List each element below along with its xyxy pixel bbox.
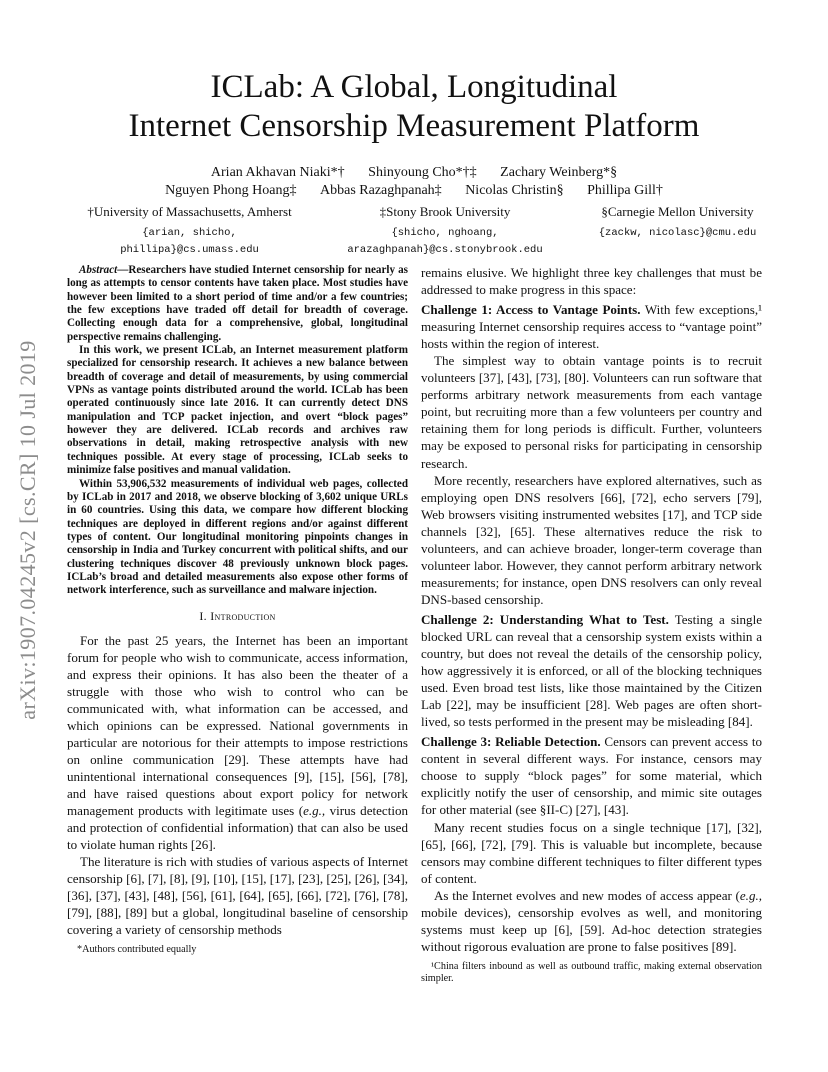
body-paragraph: remains elusive. We highlight three key challenges that must be addressed to make progress in this space: — [421, 265, 762, 298]
right-column — [421, 264, 762, 986]
footnote-authors: *Authors contributed equally — [77, 944, 197, 956]
challenge-paragraph: Challenge 3: Reliable Detection. Censors can prevent access to content in several different ways. For instance, censors may choose to supply “block pages” for some material, which explicitly notify the user of censorship, and mimic site outages for other material (see §II-C) [27], [43]. — [421, 734, 762, 818]
paper-title-line-2: Internet Censorship Measurement Platform — [128, 108, 700, 144]
paper-title-line-1: ICLab: A Global, Longitudinal — [210, 69, 618, 105]
left-column — [67, 264, 408, 957]
affiliation-email: {zackw, nicolasc}@cmu.edu — [598, 227, 757, 239]
challenge-paragraph: Challenge 2: Understanding What to Test. Testing a single blocked URL can reveal that a censorship system exists within a country, but does not reveal the details of the censorship policy, how aggressively it is enforced, or all of the blocking techniques used. Even broad test lists, like those maintained by the Citizen Lab [22], may be insufficient [28]. Web pages are often short-lived, so tests performed in the present may be misleading [84]. — [421, 611, 762, 730]
affiliation-name: ‡Stony Brook University — [379, 204, 511, 219]
author-name: Abbas Razaghpanah‡ — [320, 183, 442, 198]
footnote-china: ¹China filters inbound as well as outbound traffic, making external observation simpler. — [421, 960, 762, 985]
author-name: Zachary Weinberg*§ — [500, 165, 618, 180]
affiliation-cmu — [590, 203, 765, 242]
body-paragraph: The literature is rich with studies of various aspects of Internet censorship [6], [7], [8], [9], [10], [15], [17], [23], [25], [26], [34], [36], [37], [43], [48], [56], [61], [64], [65], [66], [72], [76], [78], [79], [88], [89] but a global, longitudinal baseline of censorship covering a variety of censorship methods — [67, 854, 408, 938]
author-name: Arian Akhavan Niaki*† — [210, 165, 345, 180]
affiliation-email: {arian, shicho, phillipa}@cs.umass.edu — [120, 227, 259, 256]
section-heading-introduction: I. Introduction — [199, 608, 276, 623]
body-paragraph: More recently, researchers have explored alternatives, such as employing open DNS resolvers [66], [72], echo servers [79], Web browsers visiting instrumented websites [17], and TCP side channels [32], [65]. These alternatives reduce the risk to volunteers, and can achieve broader, longer-term coverage than volunteer labor. However, they cannot perform arbitrary network measurements; for instance, open DNS resolvers can only reveal DNS-based censorship. — [421, 472, 762, 607]
challenge-heading: Challenge 2: Understanding What to Test. — [421, 611, 669, 627]
author-list-row-1 — [0, 163, 828, 182]
author-name: Nguyen Phong Hoang‡ — [165, 183, 297, 198]
arxiv-identifier: arXiv:1907.04245v2 [cs.CR] 10 Jul 2019 — [15, 340, 40, 720]
arxiv-sidebar-stamp — [7, 280, 49, 780]
author-name: Shinyoung Cho*†‡ — [368, 165, 477, 180]
affiliation-stonybrook — [300, 203, 590, 259]
author-list-row-2 — [0, 181, 828, 200]
challenge-heading: Challenge 3: Reliable Detection. — [421, 734, 601, 750]
affiliation-email: {shicho, nghoang, arazaghpanah}@cs.stonybrook.edu — [347, 227, 543, 256]
affiliation-name: †University of Massachusetts, Amherst — [87, 204, 292, 219]
challenge-heading: Challenge 1: Access to Vantage Points. — [421, 302, 641, 318]
abstract-paragraph: Within 53,906,532 measurements of individual web pages, collected by ICLab in 2017 and 2018, we observe blocking of 3,602 unique URLs in 60 countries. Using this data, we compare how different blocking techniques are deployed in different regions and/or against different types of content. Our longitudinal monitoring pinpoints changes in censorship in India and Turkey concurrent with political shifts, and our clustering techniques discover 48 previously unknown block pages. ICLab’s broad and detailed measurements also expose other forms of network interference, such as surveillance and malware injection. — [67, 477, 408, 597]
affiliation-name: §Carnegie Mellon University — [601, 204, 754, 219]
affiliation-umass — [72, 203, 307, 259]
abstract-paragraph: Abstract—Researchers have studied Internet censorship for nearly as long as attempts to censor contents have taken place. Most studies have however been limited to a short period of time and/or a few countries; the few exceptions have traded off detail for breadth of coverage. Collecting enough data for a comprehensive, global, longitudinal perspective remains challenging. — [67, 264, 408, 343]
abstract-paragraph: In this work, we present ICLab, an Internet measurement platform specialized for censorship research. It achieves a new balance between breadth of coverage and detail of measurements, by using commercial VPNs as vantage points distributed around the world. ICLab has been operated continuously since late 2016. It can currently detect DNS manipulation and TCP packet injection, and overt “block pages” however they are delivered. ICLab records and archives raw observations in detail, making retrospective analysis with new techniques possible. At every stage of processing, ICLab seeks to minimize false positives and manual validation. — [67, 344, 408, 477]
abstract-label: Abstract — [79, 264, 118, 276]
challenge-paragraph: Challenge 1: Access to Vantage Points. With few exceptions,¹ measuring Internet censorship requires access to “vantage point” hosts within the region of interest. — [421, 302, 762, 352]
author-name: Phillipa Gill† — [587, 183, 663, 198]
body-paragraph: As the Internet evolves and new modes of access appear (e.g., mobile devices), censorship evolves as well, and monitoring systems must keep up [6], [59]. Ad-hoc detection strategies without rigorous evaluation are prone to false positives [89]. — [421, 887, 762, 954]
author-name: Nicolas Christin§ — [465, 183, 564, 198]
body-paragraph: The simplest way to obtain vantage points is to recruit volunteers [37], [43], [73], [80]. Volunteers can run software that performs arbitrary network measurements from each vantage point, but recruiting more than a few volunteers per country and retaining them for long periods is difficult. Further, volunteers may be exposed to personal risks for participating in censorship research. — [421, 353, 762, 471]
body-paragraph: For the past 25 years, the Internet has been an important forum for people who wish to communicate, access information, and express their opinions. It has also been the theater of a struggle with those who wish to control who can be communicated with, what information can be accessed, and which opinions can be expressed. National governments in particular are notorious for their attempts to impose restrictions on online communication [29]. These attempts have had unintentional international consequences [9], [15], [56], [78], and have raised questions about export policy for network management products with legitimate uses (e.g., virus detection and protection of confidential information) that can also be used to violate human rights [26]. — [67, 632, 408, 853]
body-paragraph: Many recent studies focus on a single technique [17], [32], [65], [66], [72], [79]. This is valuable but incomplete, because censors may combine different techniques to filter different types of content. — [421, 819, 762, 886]
